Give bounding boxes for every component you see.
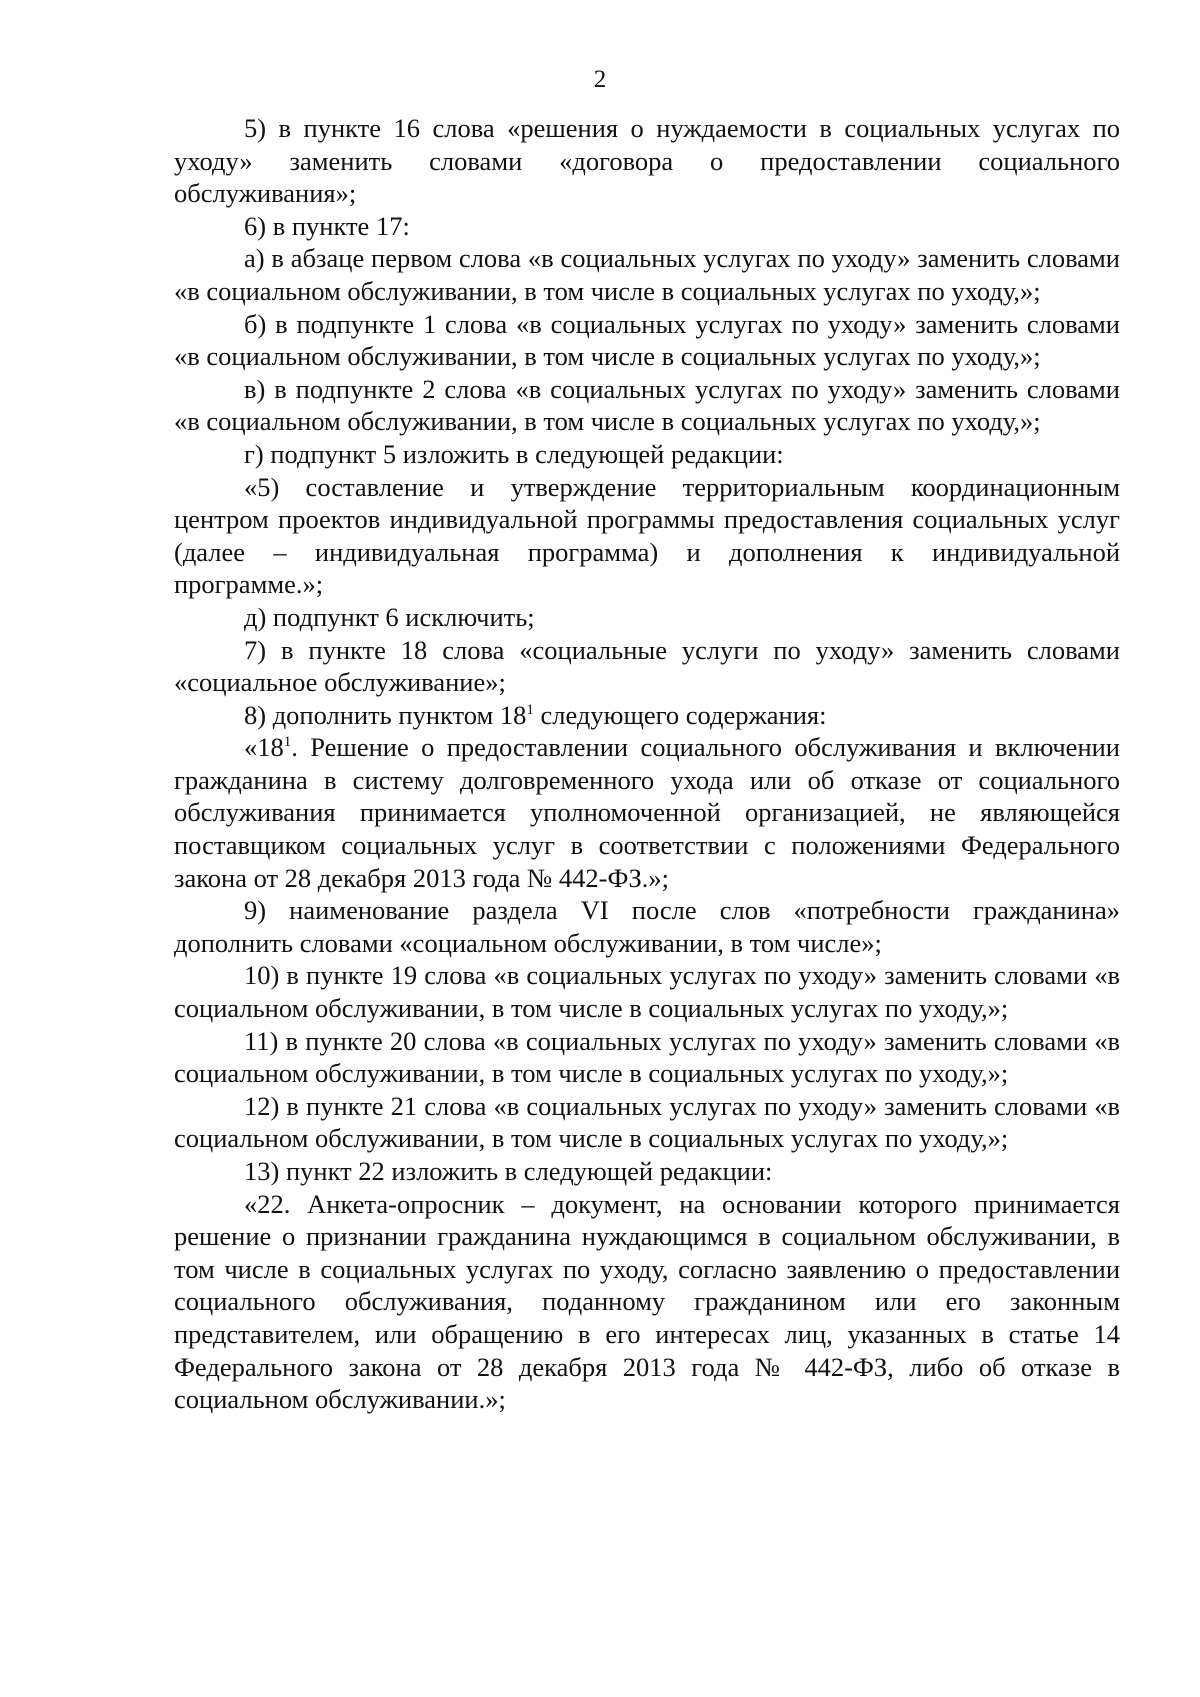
paragraph-quoted-18-1 <box>174 731 1120 894</box>
paragraph-quoted-5: «5) составление и утверждение территориальным координационным центром проектов индивидуальной программы предоставления социальных услуг (далее – индивидуальная программа) и дополнения к индивидуальной программе.»; <box>174 471 1120 600</box>
paragraph-subitem-g: г) подпункт 5 изложить в следующей редакции: <box>244 438 784 469</box>
paragraph-quoted-18-1-head: «18 <box>244 732 284 763</box>
document-body <box>174 112 1120 1416</box>
paragraph-item-8-tail: следующего содержания: <box>533 699 827 730</box>
superscript-index: 1 <box>526 701 534 718</box>
paragraph-item-8-text: 8) дополнить пунктом 18 <box>244 699 527 730</box>
paragraph-item-7: 7) в пункте 18 слова «социальные услуги по уходу» заменить словами «социальное обслуживание»; <box>174 634 1120 698</box>
paragraph-item-9: 9) наименование раздела VI после слов «потребности гражданина» дополнить словами «социальном обслуживании, в том числе»; <box>174 895 1120 958</box>
paragraph-subitem-d: д) подпункт 6 исключить; <box>244 601 535 632</box>
paragraph-subitem-a: а) в абзаце первом слова «в социальных услугах по уходу» заменить словами «в социальном обслуживании, в том числе в социальных услугах по уходу,»; <box>174 243 1120 306</box>
paragraph-quoted-22: «22. Анкета-опросник – документ, на основании которого принимается решение о признании гражданина нуждающимся в социальном обслуживании, в том числе в социальных услугах по уходу, согласно заявлению о предоставлении социального обслуживания, поданному гражданином или его законным представителем, или обращению в его интересах лиц, указанных в статье 14 Федерального закона от 28 декабря 2013 года № 442-ФЗ, либо об отказе в социальном обслуживании.»; <box>174 1188 1120 1415</box>
paragraph-item-13: 13) пункт 22 изложить в следующей редакции: <box>244 1156 773 1186</box>
paragraph-item-5: 5) в пункте 16 слова «решения о нуждаемости в социальных услугах по уходу» заменить словами «договора о предоставлении социального обслуживания»; <box>174 113 1120 209</box>
paragraph-subitem-v: в) в подпункте 2 слова «в социальных услугах по уходу» заменить словами «в социальном обслуживании, в том числе в социальных услугах по уходу,»; <box>174 373 1120 437</box>
paragraph-item-8 <box>174 699 1120 732</box>
superscript-index: 1 <box>283 734 292 751</box>
paragraph-quoted-18-1-text: . Решение о предоставлении социального обслуживания и включении гражданина в систему долговременного ухода или об отказе от социального обслуживания принимается уполномоченной организацией, не являющейся поставщиком социальных услуг в соответствии с положениями Федерального закона от 28 декабря 2013 года № 442-ФЗ.»; <box>174 732 1120 893</box>
paragraph-item-6: 6) в пункте 17: <box>244 210 410 241</box>
page-number: 2 <box>593 66 607 93</box>
paragraph-item-12: 12) в пункте 21 слова «в социальных услугах по уходу» заменить словами «в социальном обслуживании, в том числе в социальных услугах по уходу,»; <box>174 1090 1120 1154</box>
paragraph-subitem-b: б) в подпункте 1 слова «в социальных услугах по уходу» заменить словами «в социальном обслуживании, в том числе в социальных услугах по уходу,»; <box>174 308 1120 372</box>
paragraph-item-10: 10) в пункте 19 слова «в социальных услугах по уходу» заменить словами «в социальном обслуживании, в том числе в социальных услугах по уходу,»; <box>174 960 1120 1024</box>
paragraph-item-11: 11) в пункте 20 слова «в социальных услугах по уходу» заменить словами «в социальном обслуживании, в том числе в социальных услугах по уходу,»; <box>174 1025 1120 1089</box>
